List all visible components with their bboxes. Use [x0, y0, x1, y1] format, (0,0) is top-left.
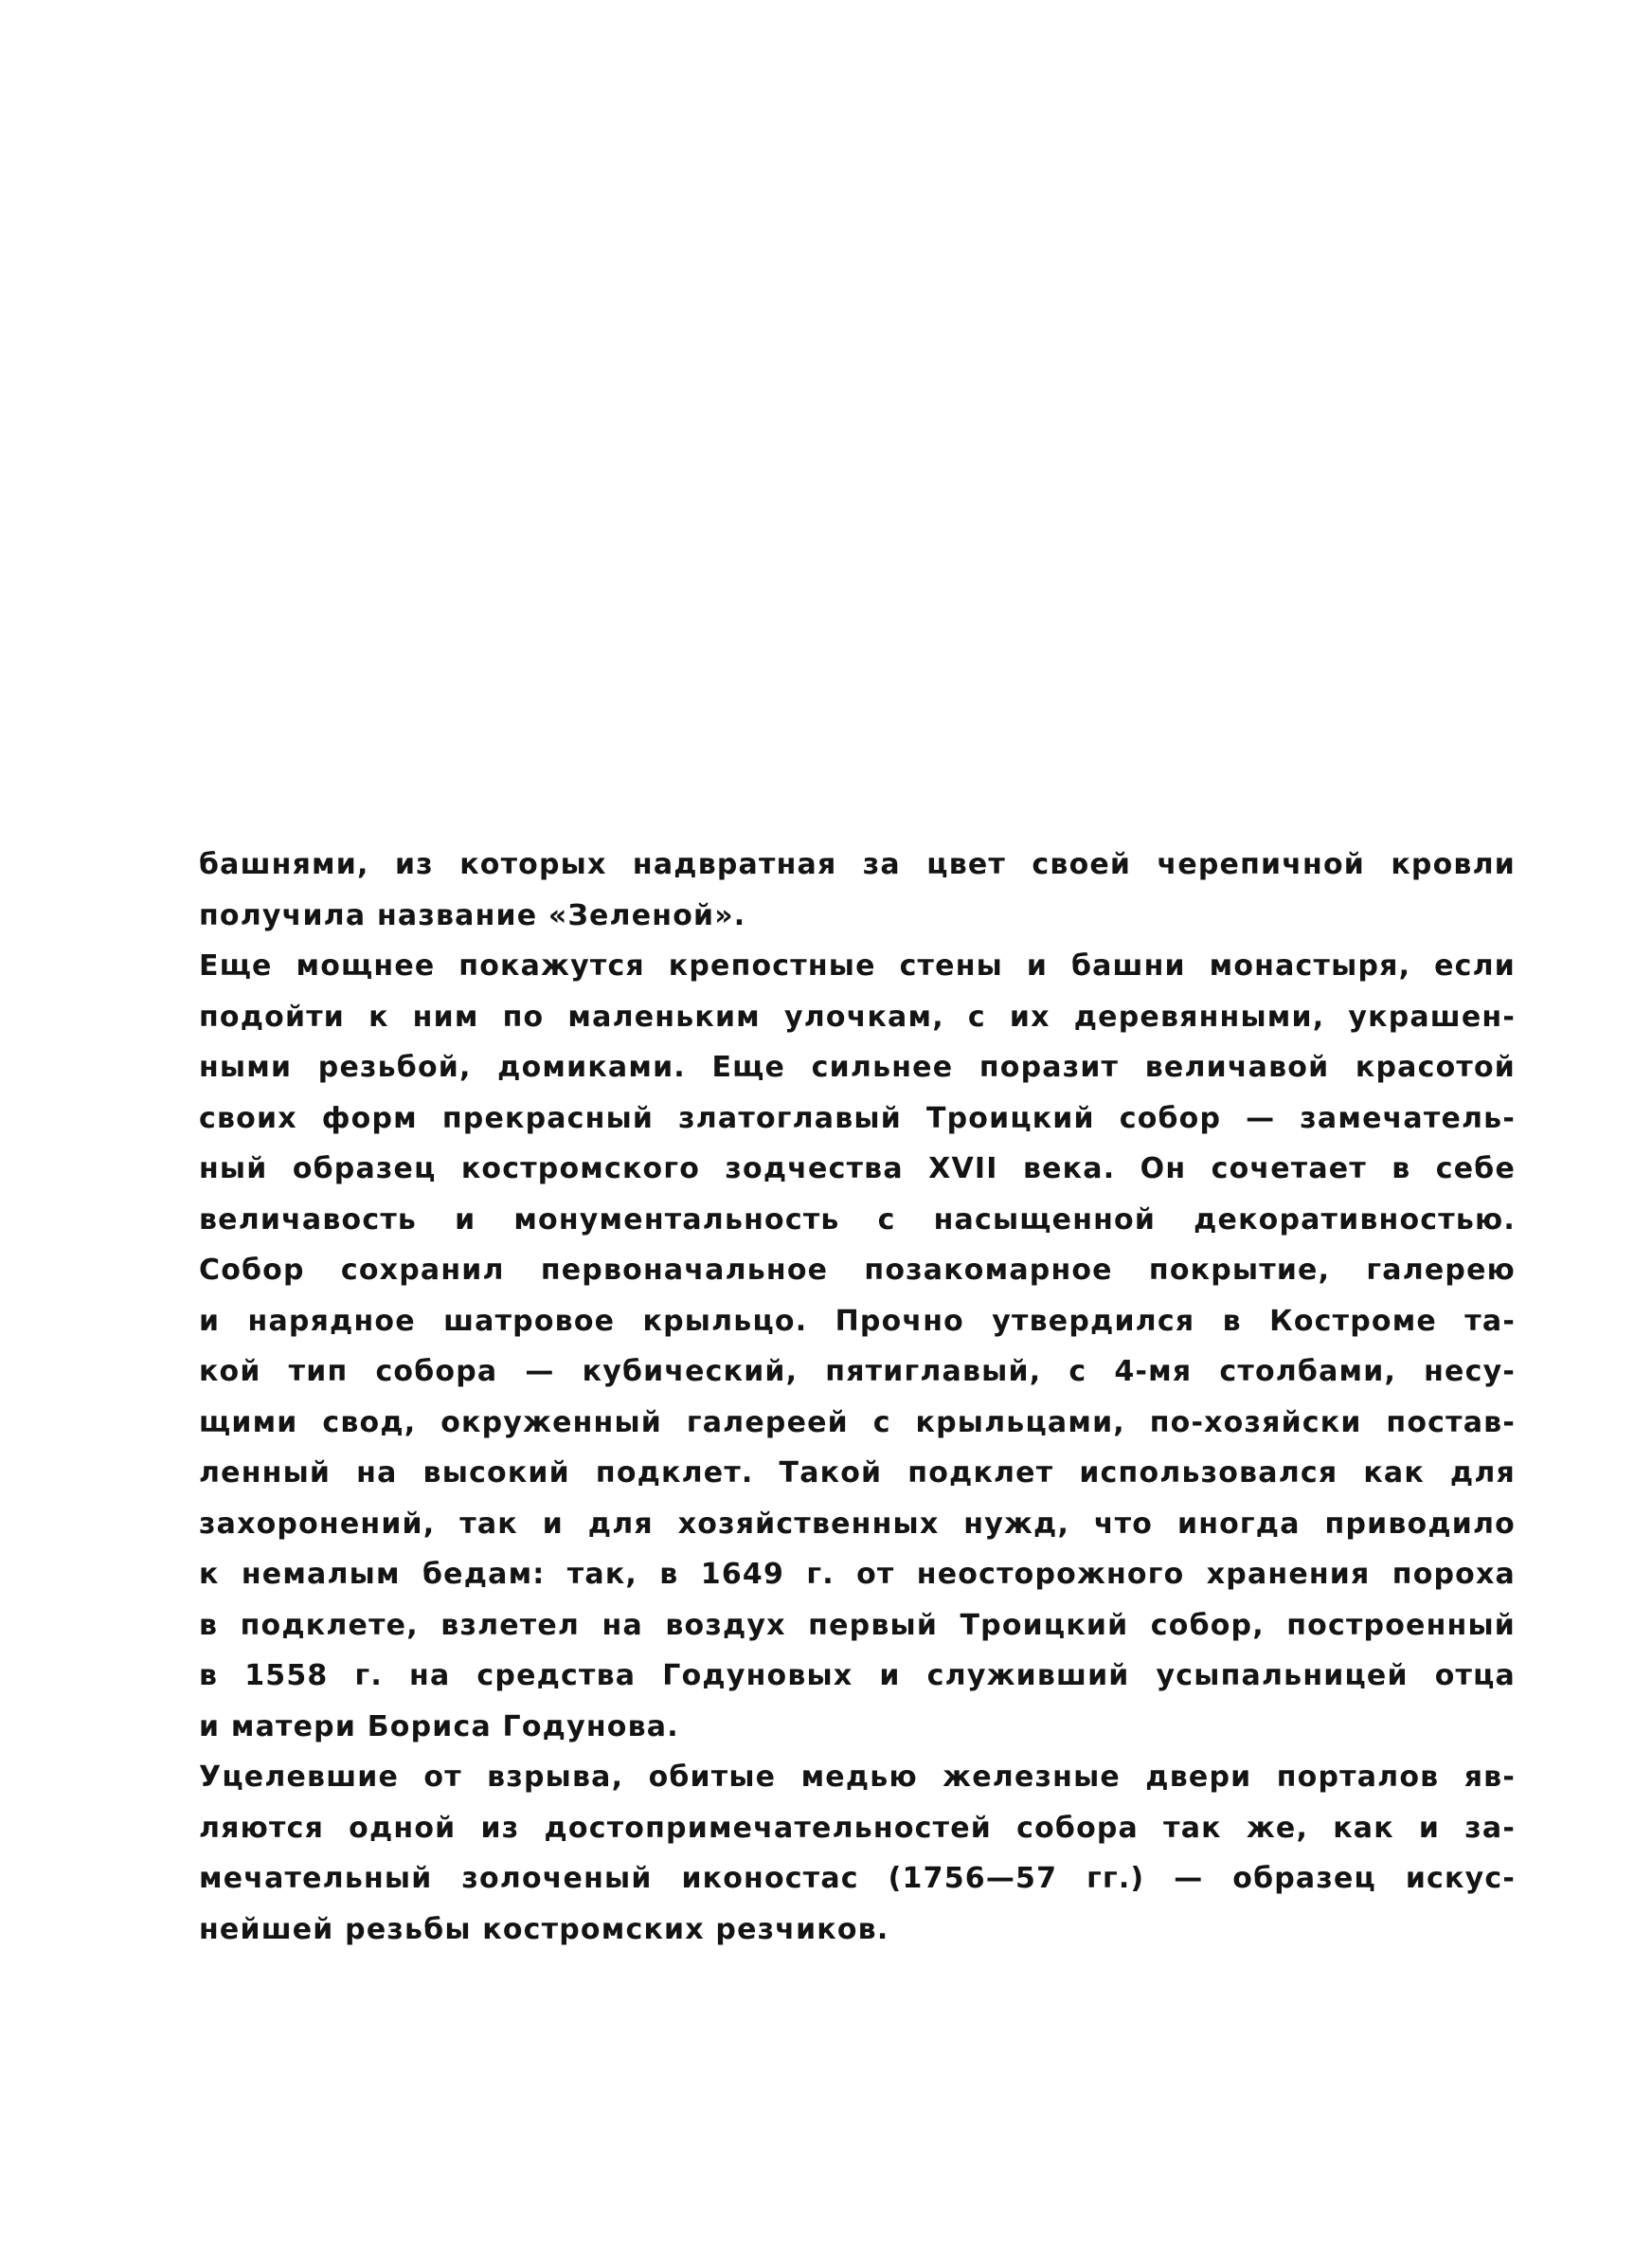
text-line: ленный на высокий подклет. Такой подклет использовался как для: [199, 1456, 1516, 1490]
text-line: получила название «Зеленой».: [199, 898, 746, 932]
text-line: ный образец костромского зодчества XVII века. Он сочетает в себе: [199, 1152, 1516, 1185]
text-line: и матери Бориса Годунова.: [199, 1709, 679, 1743]
text-line: мечательный золоченый иконостас (1756—57 гг.) — образец искус-: [199, 1862, 1516, 1895]
text-line: и нарядное шатровое крыльцо. Прочно утвердился в Костроме та-: [199, 1304, 1516, 1338]
text-line: щими свод, окруженный галереей с крыльцами, по-хозяйски постав-: [199, 1405, 1516, 1439]
text-line: ляются одной из достопримечательностей собора так же, как и за-: [199, 1811, 1516, 1845]
text-line: Собор сохранил первоначальное позакомарное покрытие, галерею: [199, 1254, 1516, 1287]
text-line: своих форм прекрасный златоглавый Троицкий собор — замечатель-: [199, 1101, 1516, 1135]
text-line: Еще мощнее покажутся крепостные стены и башни монастыря, если: [199, 949, 1516, 983]
text-line: в 1558 г. на средства Годуновых и служивший усыпальницей отца: [199, 1659, 1516, 1692]
text-line: башнями, из которых надвратная за цвет своей черепичной кровли: [199, 848, 1516, 881]
text-line: Уцелевшие от взрыва, обитые медью железные двери порталов яв-: [199, 1760, 1516, 1794]
text-line: кой тип собора — кубический, пятиглавый, с 4-мя столбами, несу-: [199, 1355, 1516, 1388]
text-line: ными резьбой, домиками. Еще сильнее поразит величавой красотой: [199, 1051, 1516, 1084]
text-line: величавость и монументальность с насыщенной декоративностью.: [199, 1202, 1516, 1237]
text-line: в подклете, взлетел на воздух первый Троицкий собор, построенный: [199, 1608, 1516, 1642]
text-line: подойти к ним по маленьким улочкам, с их деревянными, украшен-: [199, 1000, 1516, 1034]
body-text: [199, 840, 1516, 1955]
text-line: к немалым бедам: так, в 1649 г. от неосторожного хранения пороха: [199, 1558, 1516, 1591]
text-line: нейшей резьбы костромских резчиков.: [199, 1912, 889, 1946]
text-line: захоронений, так и для хозяйственных нужд, что иногда приводило: [199, 1507, 1516, 1541]
